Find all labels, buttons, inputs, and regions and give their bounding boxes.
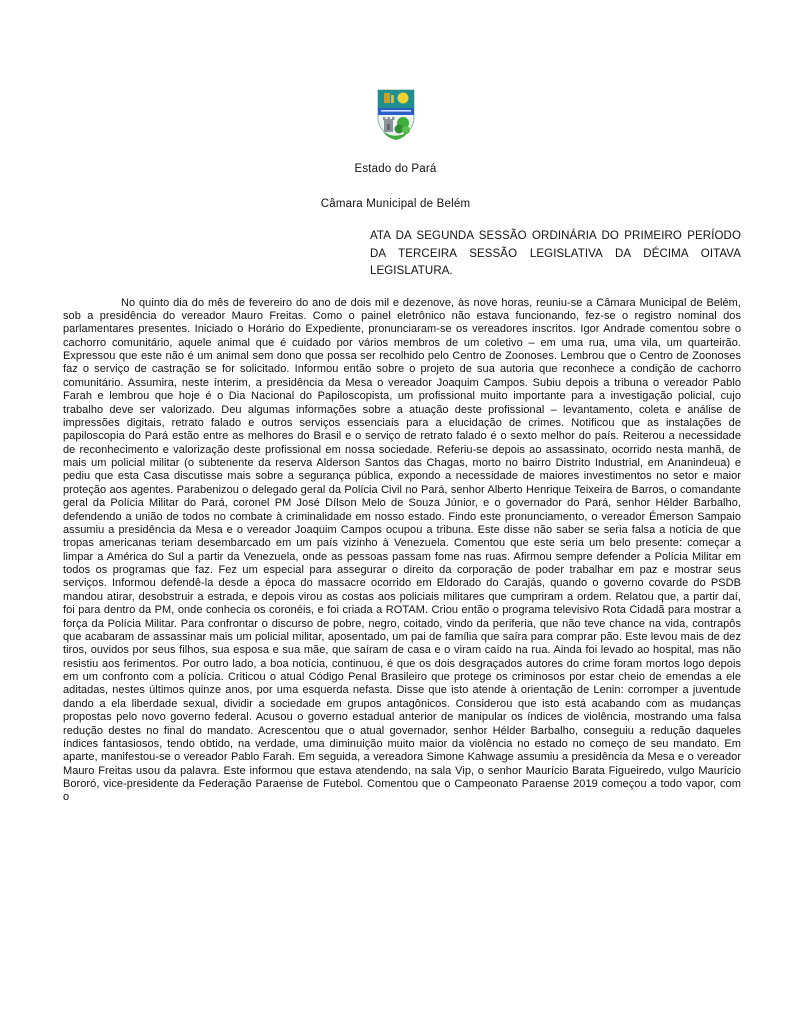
minutes-body-paragraph: No quinto dia do mês de fevereiro do ano de dois mil e dezenove, às nove horas, reuniu-se a Câmara Municipal de Belém, sob a presidência do vereador Mauro Freitas. Como o painel eletrônico não estava funcionando, fez-se o registro nominal dos parlamentares presentes. Iniciado o Horário do Expediente, pronunciaram-se os vereadores inscritos. Igor Andrade comentou sobre o cachorro comunitário, aquele animal que é cuidado por vários membros de um coletivo – em uma rua, uma vila, um quarteirão. Expressou que este não é um animal sem dono que possa ser recolhido pelo Centro de Zoonoses. Lembrou que o Centro de Zoonoses faz o serviço de castração se for solicitado. Informou então sobre o projeto de sua autoria que reconhece a condição de cachorro comunitário. Assumira, neste ínterim, a presidência da Mesa o vereador Joaquim Campos. Subiu depois a tribuna o vereador Pablo Farah e lembrou que hoje é o Dia Nacional do Papiloscopista, um profissional muito importante para a investigação policial, cujo trabalho deve ser valorizado. Deu algumas informações sobre a atuação deste profissional – levantamento, coleta e análise de impressões digitais, retrato falado e outros serviços essenciais para a elucidação de crimes. Notificou que as instalações de papiloscopia do Pará estão entre as melhores do Brasil e o serviço de retrato falado é o sexto melhor do país. Reiterou a necessidade de reconhecimento e valorização deste profissional em nossa sociedade. Referiu-se depois ao assassinato, ocorrido nesta manhã, de mais um policial militar (o subtenente da reserva Alderson Santos das Chagas, morto no bairro Distrito Industrial, em Ananindeua) e pediu que esta Casa discutisse mais sobre a segurança pública, expondo a necessidade de maiores investimentos no setor e maior proteção aos agentes. Parabenizou o delegado geral da Polícia Civil no Pará, senhor Alberto Henrique Teixeira de Barros, o comandante geral da Polícia Militar do Pará, coronel PM José Dílson Melo de Souza Júnior, e o governador do Pará, senhor Hélder Barbalho, defendendo a união de todos no combate à criminalidade em nosso estado. Findo este pronunciamento, o vereador Émerson Sampaio assumiu a presidência da Mesa e o vereador Joaquim Campos ocupou a tribuna. Este disse não saber se seria falsa a notícia de que tropas americanas teriam desembarcado em um país vizinho à Venezuela. Comentou que este seria um belo presente: começar a limpar a América do Sul a partir da Venezuela, onde as pessoas passam fome nas ruas. Afirmou sempre defender a Polícia Militar em todos os programas que faz. Fez um especial para assegurar o direito da corporação de poder trabalhar em paz e mostrar seus serviços. Informou defendê-la desde a época do massacre ocorrido em Eldorado do Carajás, quando o governo covarde do PSDB mandou atirar, desobstruir a estrada, e depois virou as costas aos policiais militares que cumpriram a ordem. Relatou que, a partir daí, foi para dentro da PM, onde conhecia os coronéis, e foi criada a ROTAM. Criou então o programa televisivo Rota Cidadã para mostrar a força da Polícia Militar. Para confrontar o discurso de pobre, negro, coitado, vindo da periferia, que não teve chance na vida, contrapôs que acabaram de assassinar mais um policial militar, aposentado, um pai de família que saíra para comprar pão. Este levou mais de dez tiros, ouvidos por seus filhos, sua esposa e sua mãe, que saíram de casa e o viram caído na rua. Ainda foi levado ao hospital, mas não resistiu aos ferimentos. Por outro lado, a boa notícia, continuou, é que os dois desgraçados autores do crime foram mortos logo depois em um confronto com a polícia. Criticou o atual Código Penal Brasileiro que protege os criminosos por estar cheio de emendas a ele aditadas, nestes últimos quinze anos, por uma esquerda nefasta. Disse que isto atende à orientação de Lenin: corromper a juventude dando a ela liberdade sexual, dividir a sociedade em grupos antagônicos. Considerou que isto está acabando com as mudanças propostas pelo novo governo federal. Acusou o governo estadual anterior de manipular os índices de violência, mostrando uma falsa redução destes no final do mandato. Acrescentou que o atual governador, senhor Hélder Barbalho, conseguiu a redução daqueles índices fantasiosos, tendo obtido, na verdade, uma diminuição muito maior da violência no estado no começo de seu mandato. Em aparte, manifestou-se o vereador Pablo Farah. Em seguida, a vereadora Simone Kahwage assumiu a presidência da Mesa e o vereador Mauro Freitas usou da palavra. Este informou que estava atendendo, na sala Vip, o senhor Maurício Barata Figueiredo, vulgo Maurício Bororó, vice-presidente da Federação Paraense de Futebol. Comentou que o Campeonato Paraense 2019 começou a todo vapor, com o (63, 296, 742, 804)
chamber-title: Câmara Municipal de Belém (320, 198, 471, 210)
coat-of-arms-icon (375, 88, 417, 140)
session-minutes-title: ATA DA SEGUNDA SESSÃO ORDINÁRIA DO PRIMEIRO PERÍODO DA TERCEIRA SESSÃO LEGISLATIVA DA DÉCIMA OITAVA LEGISLATURA. (370, 230, 741, 277)
state-title: Estado do Pará (354, 163, 437, 175)
